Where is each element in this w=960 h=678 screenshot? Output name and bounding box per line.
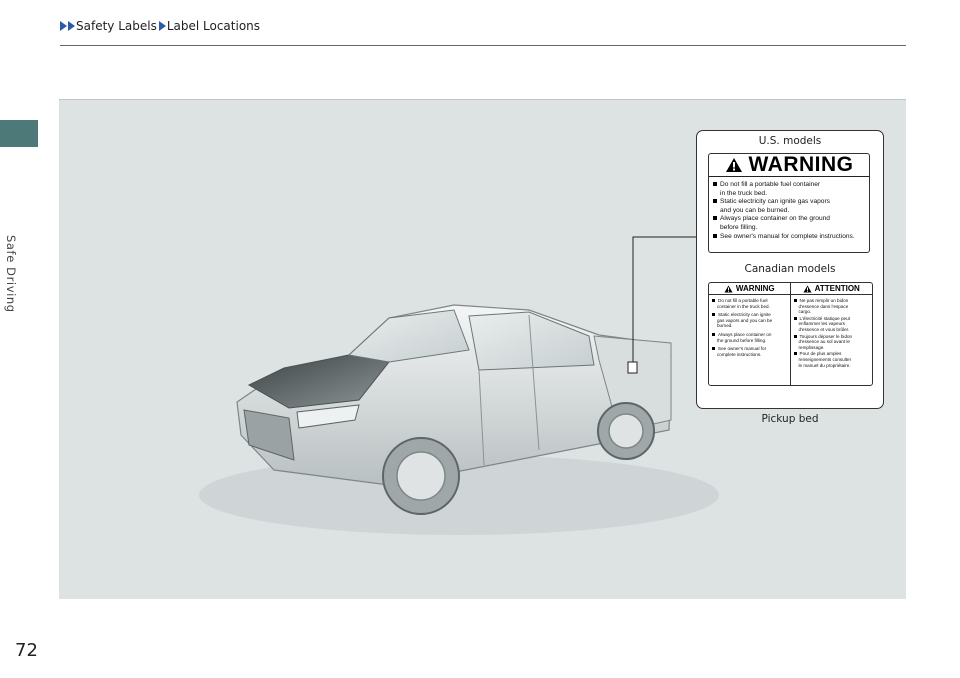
us-warning-heading-band (709, 154, 869, 177)
us-warning-line: and you can be burned. (720, 206, 790, 214)
us-warning-line: Always place container on the ground (713, 215, 865, 224)
label-callout-box (696, 130, 884, 409)
us-warning-label (708, 153, 870, 253)
canadian-english-heading: WARNING (735, 284, 775, 293)
canadian-english-item: Do not fill a portable fuel container in the truck bed. (712, 298, 788, 309)
canadian-english-column (709, 283, 791, 385)
us-warning-line: Static electricity can ignite gas vapors (713, 198, 865, 207)
us-warning-line: See owner's manual for complete instructions. (713, 233, 865, 242)
breadcrumb-link-safety-labels[interactable]: Safety Labels (76, 19, 157, 33)
breadcrumb-arrow-icon (60, 21, 67, 31)
warning-triangle-icon (803, 285, 812, 293)
figure (59, 99, 906, 599)
canadian-french-column (791, 283, 873, 385)
canadian-french-item: Toujours déposer le bidon d'essence au sol avant le remplissage. (794, 334, 871, 351)
page-number: 72 (15, 640, 38, 661)
side-tab-marker (0, 120, 38, 147)
breadcrumb (60, 19, 262, 33)
side-tab-label: Safe Driving (4, 235, 18, 313)
warning-triangle-icon (725, 157, 743, 173)
us-warning-heading: WARNING (748, 153, 854, 176)
canadian-french-item: Pour de plus amples renseignements consulter le manuel du propriétaire. (794, 351, 871, 368)
canadian-english-item: See owner's manual for complete instructions. (712, 346, 788, 357)
us-warning-line: before filling. (720, 223, 758, 231)
canadian-french-item: L'électricité statique peut enflammer les vapeurs d'essence et vous brûler. (794, 316, 871, 333)
us-warning-line: in the truck bed. (720, 189, 767, 197)
canadian-french-heading: ATTENTION (814, 284, 860, 293)
canadian-french-item: Ne pas remplir un bidon d'essence dans l'espace cargo. (794, 298, 871, 315)
breadcrumb-arrow-icon (68, 21, 75, 31)
canadian-english-heading-band (709, 283, 790, 295)
breadcrumb-link-label-locations[interactable]: Label Locations (166, 19, 261, 33)
canadian-warning-label (708, 282, 873, 386)
canadian-french-heading-band (791, 283, 873, 295)
breadcrumb-arrow-icon (159, 21, 166, 31)
us-warning-line: Do not fill a portable fuel container (713, 181, 865, 190)
canadian-english-item: Static electricity can ignite gas vapors and you can be burned. (712, 312, 788, 329)
header-rule (60, 45, 906, 46)
warning-triangle-icon (724, 285, 733, 293)
us-models-caption: U.S. models (758, 135, 822, 147)
canadian-english-item: Always place container on the ground before filling. (712, 332, 788, 343)
canadian-models-caption: Canadian models (744, 263, 836, 275)
pickup-bed-caption: Pickup bed (761, 413, 819, 425)
